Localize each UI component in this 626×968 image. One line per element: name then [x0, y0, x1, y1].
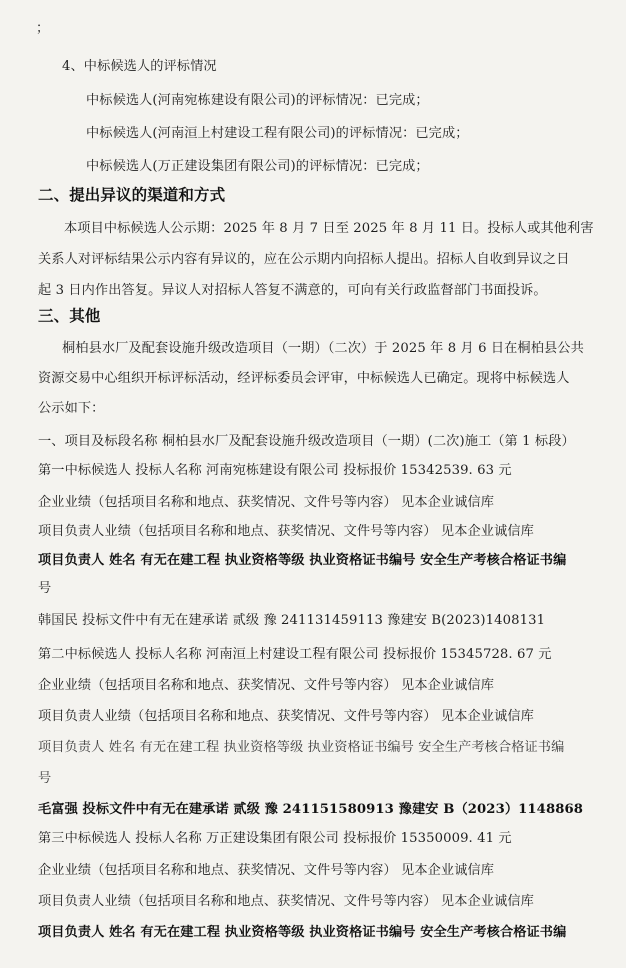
candidate1-company-performance: 企业业绩（包括项目名称和地点、获奖情况、文件号等内容） 见本企业诚信库	[38, 495, 495, 510]
objection-paragraph-line: 关系人对评标结果公示内容有异议的，应在公示期内向招标人提出。招标人自收到异议之日	[38, 252, 570, 267]
candidate1-pm-header-tail: 号	[38, 581, 52, 596]
candidate3-pm-header: 项目负责人 姓名 有无在建工程 执业资格等级 执业资格证书编号 安全生产考核合格证书编	[38, 925, 567, 940]
section4-title: 4、中标候选人的评标情况	[62, 59, 217, 74]
section4-item: 中标候选人(河南宛栋建设有限公司)的评标情况：已完成；	[86, 93, 429, 108]
candidate2-pm-data: 毛富强 投标文件中有无在建承诺 贰级 豫 241151580913 豫建安 B（2023）1148868	[38, 802, 584, 817]
objection-paragraph-line: 起 3 日内作出答复。异议人对招标人答复不满意的，可向有关行政监督部门书面投诉。	[38, 283, 547, 298]
candidate3-bidder: 第三中标候选人 投标人名称 万正建设集团有限公司 投标报价 15350009. 41 元	[38, 831, 512, 846]
other-paragraph-line: 桐柏县水厂及配套设施升级改造项目（一期）（二次）于 2025 年 8 月 6 日在桐柏县公共	[62, 341, 584, 356]
candidate2-pm-performance: 项目负责人业绩（包括项目名称和地点、获奖情况、文件号等内容） 见本企业诚信库	[38, 709, 534, 724]
section4-item: 中标候选人(河南洹上村建设工程有限公司)的评标情况：已完成；	[86, 126, 469, 141]
candidate1-pm-data: 韩国民 投标文件中有无在建承诺 贰级 豫 241131459113 豫建安 B(2023)1408131	[38, 613, 546, 628]
candidate1-pm-header: 项目负责人 姓名 有无在建工程 执业资格等级 执业资格证书编号 安全生产考核合格证书编	[38, 553, 567, 568]
candidate2-company-performance: 企业业绩（包括项目名称和地点、获奖情况、文件号等内容） 见本企业诚信库	[38, 678, 495, 693]
heading-other: 三、其他	[38, 307, 101, 325]
candidate2-bidder: 第二中标候选人 投标人名称 河南洹上村建设工程有限公司 投标报价 15345728. 67 元	[38, 647, 552, 662]
heading-objection: 二、提出异议的渠道和方式	[38, 186, 226, 204]
candidate3-pm-performance: 项目负责人业绩（包括项目名称和地点、获奖情况、文件号等内容） 见本企业诚信库	[38, 894, 534, 909]
other-paragraph-line: 公示如下：	[38, 401, 105, 416]
project-name-line: 一、项目及标段名称 桐柏县水厂及配套设施升级改造项目（一期）(二次)施工（第 1 标段）	[38, 434, 575, 449]
other-paragraph-line: 资源交易中心组织开标评标活动，经评标委员会评审，中标候选人已确定。现将中标候选人	[38, 371, 570, 386]
candidate2-pm-header: 项目负责人 姓名 有无在建工程 执业资格等级 执业资格证书编号 安全生产考核合格证书编	[38, 740, 565, 755]
top-mark: ；	[36, 21, 50, 36]
section4-item: 中标候选人(万正建设集团有限公司)的评标情况：已完成；	[86, 159, 429, 174]
candidate2-pm-header-tail: 号	[38, 771, 52, 786]
candidate3-company-performance: 企业业绩（包括项目名称和地点、获奖情况、文件号等内容） 见本企业诚信库	[38, 863, 495, 878]
candidate1-pm-performance: 项目负责人业绩（包括项目名称和地点、获奖情况、文件号等内容） 见本企业诚信库	[38, 524, 534, 539]
candidate1-bidder: 第一中标候选人 投标人名称 河南宛栋建设有限公司 投标报价 15342539. 63 元	[38, 463, 512, 478]
objection-paragraph-line: 本项目中标候选人公示期：2025 年 8 月 7 日至 2025 年 8 月 11 日。投标人或其他利害	[64, 221, 594, 236]
